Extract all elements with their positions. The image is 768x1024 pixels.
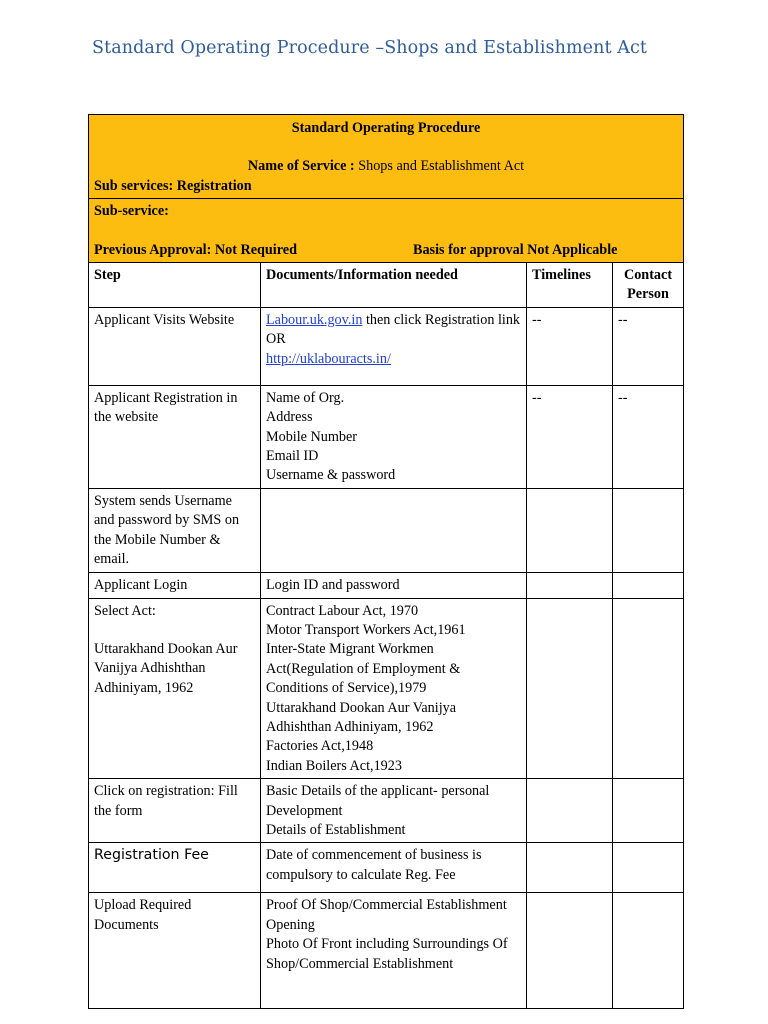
contact-cell: -- <box>613 385 684 488</box>
contact-cell <box>613 598 684 779</box>
doc-item: Mobile Number <box>266 428 358 445</box>
col-documents: Documents/Information needed <box>261 263 527 308</box>
labour-website-link[interactable]: Labour.uk.gov.in <box>266 311 363 328</box>
sop-heading: Standard Operating Procedure <box>291 120 481 136</box>
doc-item: Basic Details of the applicant- personal Development <box>266 783 490 819</box>
act-item: Factories Act,1948 <box>266 738 374 755</box>
page-title: Standard Operating Procedure –Shops and Establishment Act <box>92 38 648 58</box>
docs-cell: Date of commencement of business is compulsory to calculate Reg. Fee <box>261 843 527 893</box>
service-value: Shops and Establishment Act <box>358 158 525 175</box>
doc-item: Photo Of Front including Surroundings Of Shop/Commercial Establishment <box>266 936 508 972</box>
previous-approval: Previous Approval: Not Required <box>94 241 297 258</box>
act-item: Motor Transport Workers Act,1961 <box>266 621 466 638</box>
table-row <box>89 385 684 488</box>
table-row <box>89 488 684 572</box>
registration-instruction: then click Registration link <box>362 311 521 328</box>
table-row <box>89 893 684 1009</box>
docs-cell <box>261 385 527 488</box>
sop-header-row <box>89 115 684 199</box>
act-item: Uttarakhand Dookan Aur Vanijya Adhishthan Adhiniyam, 1962 <box>266 699 457 735</box>
timelines-cell <box>527 572 613 598</box>
step-cell: Applicant Visits Website <box>89 307 261 385</box>
contact-cell <box>613 572 684 598</box>
contact-cell <box>613 488 684 572</box>
step-cell: System sends Username and password by SMS on the Mobile Number & email. <box>89 488 261 572</box>
step-cell: Applicant Login <box>89 572 261 598</box>
sub-services: Sub services: Registration <box>94 177 252 194</box>
act-item: Inter-State Migrant Workmen Act(Regulation of Employment & Conditions of Service),1979 <box>266 641 461 697</box>
table-row <box>89 779 684 843</box>
docs-cell <box>261 893 527 1009</box>
docs-cell <box>261 488 527 572</box>
timelines-cell: -- <box>527 385 613 488</box>
select-act-label: Select Act: <box>94 602 156 619</box>
contact-cell <box>613 779 684 843</box>
sub-service: Sub-service: <box>94 203 169 220</box>
service-name <box>94 157 678 176</box>
doc-item: Name of Org. <box>266 389 345 406</box>
step-cell <box>89 598 261 779</box>
doc-item: Proof Of Shop/Commercial Establishment Opening <box>266 897 507 933</box>
docs-cell <box>261 598 527 779</box>
selected-act: Uttarakhand Dookan Aur Vanijya Adhishthan Adhiniyam, 1962 <box>94 640 238 696</box>
timelines-cell <box>527 843 613 893</box>
act-item: Contract Labour Act, 1970 <box>266 602 419 619</box>
contact-cell: -- <box>613 307 684 385</box>
sub-service-row <box>89 199 684 263</box>
act-item: Indian Boilers Act,1923 <box>266 757 402 774</box>
step-cell: Upload Required Documents <box>89 893 261 1009</box>
table-row <box>89 572 684 598</box>
uklabouracts-link[interactable]: http://uklabouracts.in/ <box>266 350 391 367</box>
doc-item: Address <box>266 409 313 426</box>
basis-for-approval: Basis for approval Not Applicable <box>413 241 618 258</box>
table-row <box>89 843 684 893</box>
doc-item: Username & password <box>266 467 396 484</box>
col-timelines: Timelines <box>527 263 613 308</box>
timelines-cell <box>527 598 613 779</box>
docs-cell <box>261 307 527 385</box>
step-cell: Applicant Registration in the website <box>89 385 261 488</box>
approval-line <box>94 241 678 260</box>
timelines-cell <box>527 893 613 1009</box>
sop-table <box>88 114 684 1009</box>
table-row <box>89 307 684 385</box>
doc-item: Email ID <box>266 448 319 465</box>
service-label: Name of Service : <box>247 158 355 175</box>
timelines-cell: -- <box>527 307 613 385</box>
docs-cell: Login ID and password <box>261 572 527 598</box>
or-text: OR <box>266 331 286 348</box>
col-contact: Contact Person <box>613 263 684 308</box>
contact-cell <box>613 843 684 893</box>
column-header-row <box>89 263 684 308</box>
step-cell: Registration Fee <box>89 843 261 893</box>
doc-item: Details of Establishment <box>266 821 406 838</box>
timelines-cell <box>527 779 613 843</box>
col-step: Step <box>89 263 261 308</box>
step-cell: Click on registration: Fill the form <box>89 779 261 843</box>
contact-cell <box>613 893 684 1009</box>
table-row <box>89 598 684 779</box>
docs-cell <box>261 779 527 843</box>
timelines-cell <box>527 488 613 572</box>
